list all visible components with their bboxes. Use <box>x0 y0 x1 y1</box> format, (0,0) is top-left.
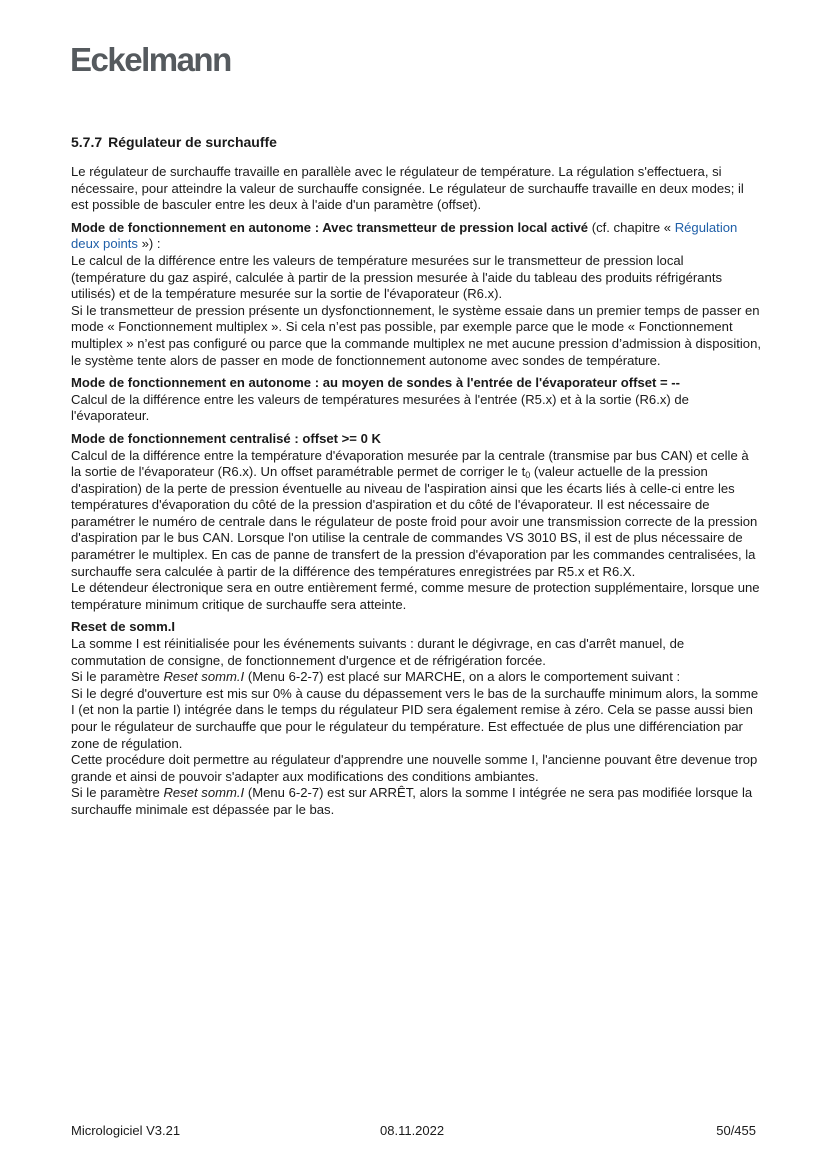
mode3-paragraph-1: Calcul de la différence entre la température d'évaporation mesurée par la centrale (transmise par bus CAN) et celle à la sortie de l'évaporateur (R6.x). Un offset paramétrable permet de corriger le $t_0$ (valeur actuelle de la pression d'aspiration) de la perte de pression éventuelle au niveau de l'aspiration ainsi que les écarts liés à celle-ci entre les températures d'évaporation du côté de la pression d'aspiration et du côté de l'évaporateur. Il est nécessaire de paramétrer le numéro de centrale dans le régulateur de poste froid pour avoir une transmission correcte de la pression d'aspiration par le bus CAN. Lorsque l'on utilise la centrale de commandes VS 3010 BS, il est de plus nécessaire de paramétrer le multiplex. En cas de panne de transfert de la pression d'évaporation par les commandes centralisées, la surchauffe sera calculée à partir de la différence des températures enregistrées par R5.x et R6.X. <box>71 447 758 579</box>
param-name: Reset somm.I <box>163 669 245 685</box>
mode-centralized <box>71 431 761 614</box>
reset-heading: Reset de somm.I <box>71 619 176 635</box>
intro-paragraph: Le régulateur de surchauffe travaille en parallèle avec le régulateur de température. La régulation s'effectuera, si nécessaire, pour atteindre la valeur de surchauffe consignée. Le régulateur de surchauffe travaille en deux modes; il est possible de basculer entre les deux à l'aide d'un paramètre (offset). <box>71 164 744 213</box>
reset-paragraph-5: Si le paramètre Reset somm.I (Menu 6-2-7) est sur ARRÊT, alors la somme I intégrée ne sera pas modifiée lorsque la surchauffe minimale est dépassée par le bas. <box>71 785 753 817</box>
mode1-ref-suffix: ») : <box>137 236 161 252</box>
mode1-heading: Mode de fonctionnement en autonome : Avec transmetteur de pression local activé <box>71 219 589 235</box>
company-logo: Eckelmann <box>70 41 231 78</box>
subscript-zero: 0 <box>525 470 531 481</box>
reset-section <box>71 619 761 818</box>
reset-paragraph-2: Si le paramètre Reset somm.I (Menu 6-2-7) est placé sur MARCHE, on a alors le comportement suivant : <box>71 669 681 685</box>
reset-paragraph-1: La somme I est réinitialisée pour les événements suivants : durant le dégivrage, en cas d'arrêt manuel, de commutation de consigne, de fonctionnement d'urgence et de réfrigération forcée. <box>71 636 685 668</box>
mode1-paragraph-1: Le calcul de la différence entre les valeurs de température mesurées sur le transmetteur de pression local (température du gaz aspiré, calculée à partir de la pression mesurée à l'aide du tableau des produits réfrigérants utilisés) et de la température mesurée sur la sortie de l'évaporateur (R6.x). <box>71 252 723 302</box>
chapter-link[interactable]: Régulation deux points <box>71 219 738 252</box>
mode3-paragraph-2: Le détendeur électronique sera en outre entièrement fermé, comme mesure de protection supplémentaire, lorsque une température minimum critique de surchauffe sera atteinte. <box>71 580 760 612</box>
param-name-2: Reset somm.I <box>163 785 245 801</box>
mode2-paragraph-1: Calcul de la différence entre les valeurs de températures mesurées à l'entrée (R5.x) et à la sortie (R6.x) de l'évaporateur. <box>71 391 689 424</box>
mode-sensors <box>71 375 761 425</box>
mode1-ref-prefix: (cf. chapitre « <box>588 219 675 235</box>
mode-local-transmitter <box>71 220 761 369</box>
section-title: Régulateur de surchauffe <box>108 134 277 150</box>
document-body <box>71 133 761 825</box>
footer-page-number: 50/455 <box>716 1123 756 1138</box>
section-number: 5.7.7 <box>71 134 103 150</box>
mode3-heading: Mode de fonctionnement centralisé : offset >= 0 K <box>71 430 381 446</box>
reset-paragraph-4: Cette procédure doit permettre au régulateur d'apprendre une nouvelle somme I, l'ancienne pouvant être devenue trop grande et ainsi de pouvoir s'adapter aux modifications des conditions ambiantes. <box>71 752 758 784</box>
footer-firmware: Micrologiciel V3.21 <box>71 1123 181 1138</box>
section-heading <box>71 133 761 151</box>
mode2-heading: Mode de fonctionnement en autonome : au moyen de sondes à l'entrée de l'évaporateur offset = -- <box>71 375 681 391</box>
mode1-paragraph-2: Si le transmetteur de pression présente un dysfonctionnement, le système essaie dans un premier temps de passer en mode « Fonctionnement multiplex ». Si cela n’est pas possible, par exemple parce que le mode « Fonctionnement multiplex » n’est pas configuré ou parce que la commande multiplex ne met aucune pression d’admission à disposition, le système tente alors de passer en mode de fonctionnement autonome avec sondes de température. <box>71 302 761 368</box>
footer-date: 08.11.2022 <box>380 1123 445 1138</box>
reset-paragraph-3: Si le degré d'ouverture est mis sur 0% à cause du dépassement vers le bas de la surchauffe minimum alors, la somme I (et non la partie I) intégrée dans le temps du régulateur PID sera également remise à zéro. Cela se passe aussi bien pour le régulateur de surchauffe que pour le régulateur du température. Est effectuée de plus une différenciation par zone de régulation. <box>71 685 759 751</box>
